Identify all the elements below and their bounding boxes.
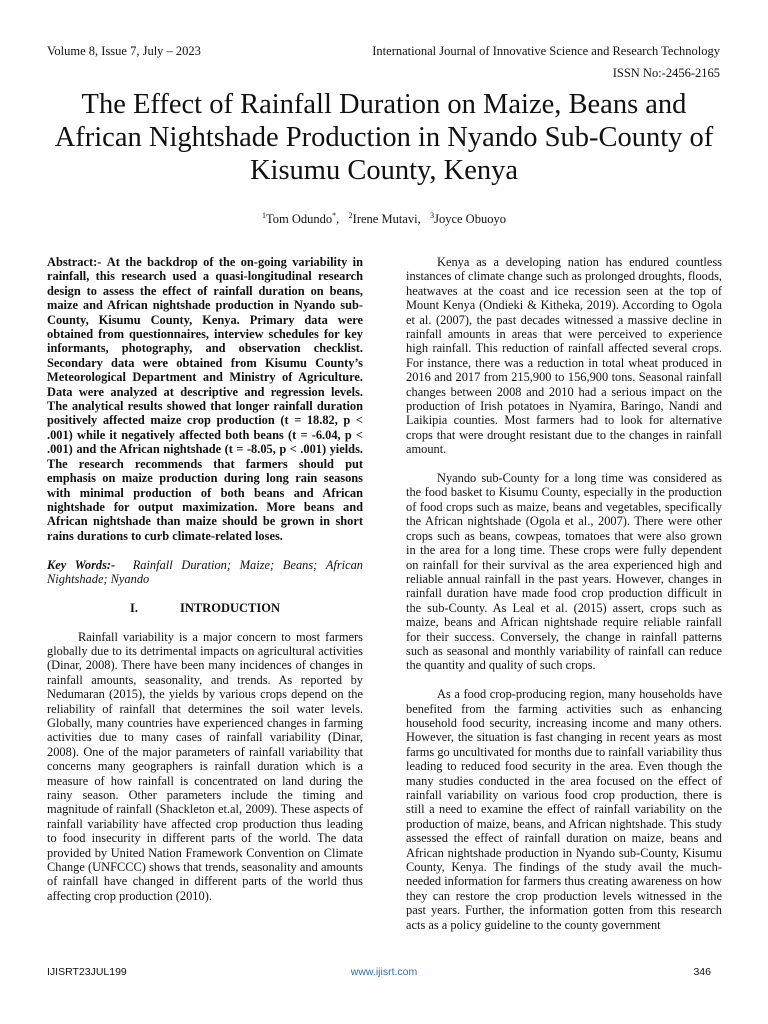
section-title: INTRODUCTION	[179, 600, 280, 615]
author-2-name: Irene Mutavi	[352, 212, 418, 226]
header-journal-name: International Journal of Innovative Science and Research Technology	[372, 44, 720, 58]
author-1-corresponding-mark: *	[332, 210, 337, 220]
right-column	[406, 255, 722, 932]
keywords	[47, 558, 363, 587]
abstract-label: Abstract:-	[47, 255, 102, 269]
footer-paper-id: IJISRT23JUL199	[47, 966, 127, 978]
footer-website-link[interactable]: www.ijisrt.com	[350, 966, 418, 978]
author-1-name: Tom Odundo	[266, 212, 333, 226]
author-1-index: 1	[262, 210, 267, 220]
keywords-text: Rainfall Duration; Maize; Beans; African Nightshade; Nyando	[47, 557, 363, 586]
body-paragraph: Kenya as a developing nation has endured countless instances of climate change such as prolonged droughts, floods, heatwaves at the coast and ice recession seen at the top of Mount Kenya (Ondieki & Kitheka, 2019). According to Ogola et al. (2007), the past decades witnessed a massive decline in rainfall amounts in areas that were perceived to experience high rainfall. This reduction of rainfall affected several crops. For instance, there was a reduction in total wheat produced in 2016 and 2017 from 215,900 to 156,900 tons. Seasonal rainfall changes between 2008 and 2010 had a serious impact on the production of Irish potatoes in Nyamira, Baringo, Nandi and Laikipia counties. Most farmers had to look for alternative crops that were drought resistant due to the changes in rainfall amount.	[406, 255, 722, 457]
author-2-index: 2	[348, 210, 353, 220]
abstract	[47, 255, 363, 543]
body-paragraph: Nyando sub-County for a long time was considered as the food basket to Kisumu County, especially in the production of food crops such as maize, beans and vegetables, specifically the African nightshade (Ogola et al., 2007). There were other crops such as beans, cowpeas, tomatoes that were also grown in the area for a long time. These crops were fully dependent on rainfall for their survival as the area experienced high and reliable annual rainfall in the past years. However, changes in rainfall duration have made food crop production difficult in the sub-County. As Leal et al. (2015) assert, crops such as maize, beans and African nightshade require reliable rainfall for their success. Conversely, the change in rainfall patterns such as seasonal and monthly variability of rainfall can reduce the quantity and quality of such crops.	[406, 471, 722, 673]
left-column	[47, 255, 363, 903]
author-list: $^1$Tom Odundo*, $^2$Irene Mutavi, $^3$Joyce Obuoyo	[262, 210, 506, 226]
body-paragraph: As a food crop-producing region, many households have benefited from the farming activities such as enhancing household food security, increasing income and many others. However, the situation is fast changing in recent years as most farms go uncultivated for months due to rainfall variability thus leading to reduced food security in the area. Even though the many studies conducted in the area focused on the effect of rainfall variability on various food crop production, there is still a need to examine the effect of rainfall variability on the production of maize, beans, and African nightshade. This study assessed the effect of rainfall duration on maize, beans and African nightshade production in Nyando sub-County, Kisumu County, Kenya. The findings of the study avail the much-needed information for farmers thus creating awareness on how they can restore the crop production levels witnessed in the past years. Further, the information gotten from this research acts as a policy guideline to the county government	[406, 687, 722, 932]
header-volume-issue: Volume 8, Issue 7, July – 2023	[47, 44, 201, 58]
section-heading-introduction	[47, 601, 363, 615]
paper-title: The Effect of Rainfall Duration on Maize, Beans and African Nightshade Production in Nyando Sub-County of Kisumu County, Kenya	[54, 89, 714, 186]
footer-page-number: 346	[693, 966, 711, 978]
author-3-name: Joyce Obuoyo	[434, 212, 506, 226]
keywords-label: Key Words:-	[47, 557, 116, 572]
intro-paragraph: Rainfall variability is a major concern to most farmers globally due to its detrimental impacts on agricultural activities (Dinar, 2008). There have been many incidences of changes in rainfall amounts, seasonality, and trends. As reported by Nedumaran (2015), the yields by various crops depend on the reliability of rainfall that determines the soil water levels. Globally, many countries have experienced changes in farming activities due to many cases of rainfall variability (Dinar, 2008). One of the major parameters of rainfall variability that concerns many geographers is rainfall duration which is a measure of how rainfall is concentrated on land during the rainy season. Other parameters include the timing and magnitude of rainfall (Shackleton et.al, 2009). These aspects of rainfall variability have affected crop production thus leading to food insecurity in different parts of the world. The data provided by United Nation Framework Convention on Climate Change (UNFCCC) shows that trends, seasonality and amounts of rainfall have changed in different parts of the world thus affecting crop production (2010).	[47, 629, 363, 903]
abstract-text: At the backdrop of the on-going variability in rainfall, this research used a quasi-longitudinal research design to assess the effect of rainfall duration on beans, maize and African nightshade production in Nyando sub-County, Kisumu County, Kenya. Primary data were obtained from questionnaires, interview schedules for key informants, photography, and observation checklist. Secondary data were obtained from Kisumu County’s Meteorological Department and Ministry of Agriculture. Data were analyzed at descriptive and regression levels. The analytical results showed that longer rainfall duration positively affected maize crop production (t = 18.82, p < .001) while it negatively affected both beans (t = -6.04, p < .001) and the African nightshade (t = -8.05, p < .001) yields. The research recommends that farmers should put emphasis on maize production during long rain seasons with minimal production of both beans and African nightshade for output maximization. More beans and African nightshade than maize should be grown in short rains durations to curb climate-related loses.	[47, 255, 363, 543]
header-issn: ISSN No:-2456-2165	[612, 66, 720, 80]
section-number: I.	[129, 600, 138, 615]
author-3-index: 3	[430, 210, 435, 220]
